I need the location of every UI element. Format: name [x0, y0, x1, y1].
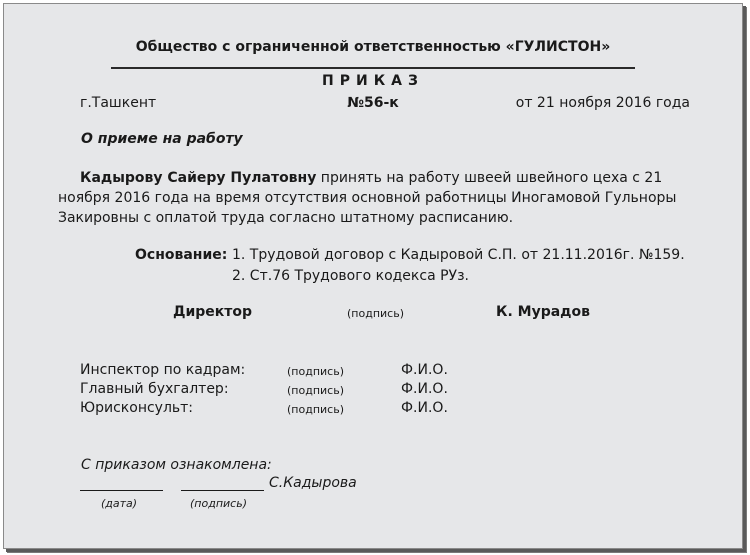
approval-signature-hint: (подпись) [287, 403, 344, 416]
approval-signature-hint: (подпись) [287, 365, 344, 378]
basis-label: Основание: [135, 247, 228, 263]
signature-caption: (подпись) [190, 497, 247, 510]
director-signature-hint: (подпись) [347, 307, 404, 320]
date-blank-line [80, 490, 163, 491]
signature-blank-line [181, 490, 264, 491]
order-subject: О приеме на работу [81, 131, 243, 147]
city: г.Ташкент [80, 95, 157, 111]
approval-position: Юрисконсульт: [80, 400, 194, 416]
order-document [3, 3, 743, 549]
employee-name: Кадырову Сайеру Пулатовну [80, 170, 317, 186]
director-title: Директор [173, 304, 253, 320]
header-divider [111, 67, 635, 69]
order-body [58, 168, 698, 228]
basis-item: 1. Трудовой договор с Кадыровой С.П. от 21.11.2016г. №159. [232, 247, 685, 263]
approval-position: Инспектор по кадрам: [80, 362, 246, 378]
approval-name: Ф.И.О. [401, 381, 448, 397]
date-caption: (дата) [101, 497, 138, 510]
approval-name: Ф.И.О. [401, 362, 448, 378]
director-name: К. Мурадов [496, 304, 590, 320]
approval-position: Главный бухгалтер: [80, 381, 229, 397]
acknowledgment-name: С.Кадырова [269, 475, 357, 491]
basis-item: 2. Ст.76 Трудового кодекса РУз. [232, 268, 469, 284]
order-body-text: принять на работу швеей швейного цеха с 21 ноября 2016 года на время отсутствия основной работницы Иногамовой Гульноры Закировны с оплатой труда согласно штатному расписанию. [58, 170, 677, 226]
order-number: №56-к [347, 95, 399, 111]
acknowledgment-text: С приказом ознакомлена: [81, 457, 272, 473]
approval-signature-hint: (подпись) [287, 384, 344, 397]
order-date: от 21 ноября 2016 года [515, 95, 690, 111]
organization-name: Общество с ограниченной ответственностью «ГУЛИСТОН» [135, 39, 611, 55]
approval-name: Ф.И.О. [401, 400, 448, 416]
document-title: ПРИКАЗ [322, 73, 424, 89]
